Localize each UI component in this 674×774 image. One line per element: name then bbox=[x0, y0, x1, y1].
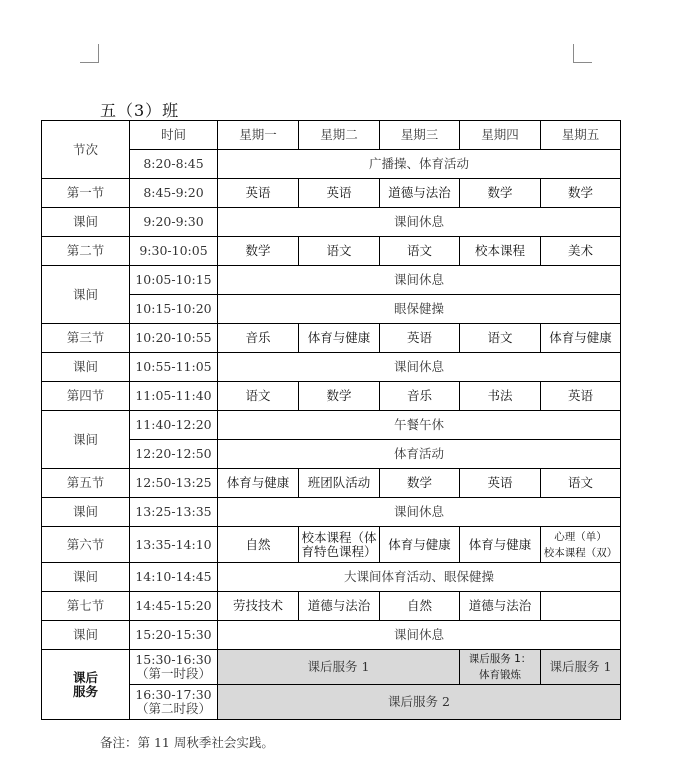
header-friday: 星期五 bbox=[541, 121, 621, 150]
table-row bbox=[42, 563, 621, 592]
header-jieci: 节次 bbox=[42, 121, 130, 179]
subject-cell: 音乐 bbox=[380, 382, 460, 411]
subject-cell: 英语 bbox=[299, 179, 380, 208]
table-row bbox=[42, 498, 621, 527]
period-label: 第一节 bbox=[42, 179, 130, 208]
header-time: 时间 bbox=[130, 121, 218, 150]
time-cell: 11:40-12:20 bbox=[130, 411, 218, 440]
table-row bbox=[42, 353, 621, 382]
page-corner-mark-right bbox=[573, 44, 592, 63]
time-cell: 11:05-11:40 bbox=[130, 382, 218, 411]
subject-cell: 自然 bbox=[218, 527, 299, 563]
subject-cell: 校本课程（体育特色课程） bbox=[299, 527, 380, 563]
subject-cell: 道德与法治 bbox=[299, 592, 380, 621]
subject-cell: 语文 bbox=[218, 382, 299, 411]
activity-cell: 眼保健操 bbox=[218, 295, 621, 324]
table-row bbox=[42, 179, 621, 208]
table-row bbox=[42, 411, 621, 440]
subject-line: 心理（单） bbox=[554, 530, 607, 543]
subject-cell-friday-split bbox=[541, 527, 621, 563]
subject-cell: 英语 bbox=[380, 324, 460, 353]
period-label: 第四节 bbox=[42, 382, 130, 411]
time-cell: 14:45-15:20 bbox=[130, 592, 218, 621]
time-cell bbox=[130, 685, 218, 720]
activity-cell: 广播操、体育活动 bbox=[218, 150, 621, 179]
time-cell: 12:50-13:25 bbox=[130, 469, 218, 498]
subject-line: 校本课程（双） bbox=[543, 546, 618, 559]
subject-cell: 体育与健康 bbox=[299, 324, 380, 353]
subject-cell: 音乐 bbox=[218, 324, 299, 353]
period-label: 第五节 bbox=[42, 469, 130, 498]
time-line: （第一时段） bbox=[135, 666, 211, 681]
time-line: 16:30-17:30 bbox=[135, 687, 212, 702]
period-label: 课间 bbox=[42, 621, 130, 650]
subject-cell: 体育与健康 bbox=[380, 527, 460, 563]
subject-cell: 英语 bbox=[541, 382, 621, 411]
after-school-label-line: 服务 bbox=[72, 683, 98, 699]
subject-cell: 美术 bbox=[541, 237, 621, 266]
table-header-row bbox=[42, 121, 621, 150]
time-cell: 10:20-10:55 bbox=[130, 324, 218, 353]
table-row bbox=[42, 469, 621, 498]
subject-cell: 语文 bbox=[380, 237, 460, 266]
activity-cell: 课间休息 bbox=[218, 498, 621, 527]
table-row bbox=[42, 650, 621, 685]
subject-cell: 数学 bbox=[299, 382, 380, 411]
after-school-label-line: 课后 bbox=[72, 669, 98, 685]
time-cell: 13:35-14:10 bbox=[130, 527, 218, 563]
period-label: 课间 bbox=[42, 498, 130, 527]
activity-cell: 大课间体育活动、眼保健操 bbox=[218, 563, 621, 592]
period-label: 第六节 bbox=[42, 527, 130, 563]
header-wednesday: 星期三 bbox=[380, 121, 460, 150]
timetable bbox=[41, 120, 621, 720]
activity-cell: 课间休息 bbox=[218, 266, 621, 295]
service-cell-friday: 课后服务 1 bbox=[541, 650, 621, 685]
subject-cell: 班团队活动 bbox=[299, 469, 380, 498]
header-tuesday: 星期二 bbox=[299, 121, 380, 150]
table-row bbox=[42, 208, 621, 237]
period-label: 课间 bbox=[42, 266, 130, 324]
time-cell: 14:10-14:45 bbox=[130, 563, 218, 592]
subject-cell: 英语 bbox=[218, 179, 299, 208]
subject-cell: 劳技技术 bbox=[218, 592, 299, 621]
time-cell: 9:20-9:30 bbox=[130, 208, 218, 237]
period-label: 第七节 bbox=[42, 592, 130, 621]
period-label: 第三节 bbox=[42, 324, 130, 353]
service-cell-thursday bbox=[460, 650, 541, 685]
subject-cell: 道德与法治 bbox=[460, 592, 541, 621]
subject-cell: 数学 bbox=[460, 179, 541, 208]
service-cell: 课后服务 2 bbox=[218, 685, 621, 720]
time-cell: 10:15-10:20 bbox=[130, 295, 218, 324]
time-cell: 13:25-13:35 bbox=[130, 498, 218, 527]
subject-cell: 自然 bbox=[380, 592, 460, 621]
subject-cell: 体育与健康 bbox=[541, 324, 621, 353]
activity-cell: 课间休息 bbox=[218, 621, 621, 650]
subject-cell: 语文 bbox=[299, 237, 380, 266]
class-title: 五（3）班 bbox=[100, 101, 180, 120]
subject-cell: 语文 bbox=[460, 324, 541, 353]
subject-cell: 数学 bbox=[541, 179, 621, 208]
time-cell: 8:20-8:45 bbox=[130, 150, 218, 179]
time-cell: 9:30-10:05 bbox=[130, 237, 218, 266]
table-row bbox=[42, 382, 621, 411]
subject-cell: 书法 bbox=[460, 382, 541, 411]
activity-cell: 体育活动 bbox=[218, 440, 621, 469]
period-label: 课间 bbox=[42, 208, 130, 237]
time-cell: 15:20-15:30 bbox=[130, 621, 218, 650]
service-line: 课后服务 1： bbox=[468, 653, 532, 665]
table-row bbox=[42, 592, 621, 621]
service-cell: 课后服务 1 bbox=[218, 650, 460, 685]
time-cell: 10:55-11:05 bbox=[130, 353, 218, 382]
subject-cell: 体育与健康 bbox=[460, 527, 541, 563]
subject-cell: 数学 bbox=[380, 469, 460, 498]
table-row bbox=[42, 324, 621, 353]
activity-cell: 课间休息 bbox=[218, 208, 621, 237]
service-line: 体育锻炼 bbox=[479, 669, 521, 681]
table-row bbox=[42, 266, 621, 295]
subject-cell: 校本课程 bbox=[460, 237, 541, 266]
subject-cell: 道德与法治 bbox=[380, 179, 460, 208]
subject-cell: 英语 bbox=[460, 469, 541, 498]
subject-cell: 体育与健康 bbox=[218, 469, 299, 498]
subject-cell: 语文 bbox=[541, 469, 621, 498]
subject-cell: 数学 bbox=[218, 237, 299, 266]
activity-cell: 午餐午休 bbox=[218, 411, 621, 440]
time-cell: 8:45-9:20 bbox=[130, 179, 218, 208]
time-line: （第二时段） bbox=[135, 701, 211, 716]
time-cell: 12:20-12:50 bbox=[130, 440, 218, 469]
header-thursday: 星期四 bbox=[460, 121, 541, 150]
after-school-label bbox=[42, 650, 130, 720]
table-row bbox=[42, 527, 621, 563]
table-row bbox=[42, 237, 621, 266]
table-row bbox=[42, 621, 621, 650]
page-corner-mark-left bbox=[80, 44, 99, 63]
period-label: 课间 bbox=[42, 411, 130, 469]
subject-cell bbox=[541, 592, 621, 621]
period-label: 课间 bbox=[42, 353, 130, 382]
header-monday: 星期一 bbox=[218, 121, 299, 150]
period-label: 课间 bbox=[42, 563, 130, 592]
activity-cell: 课间休息 bbox=[218, 353, 621, 382]
period-label: 第二节 bbox=[42, 237, 130, 266]
footnote: 备注：第 11 周秋季社会实践。 bbox=[100, 735, 274, 750]
time-cell bbox=[130, 650, 218, 685]
time-cell: 10:05-10:15 bbox=[130, 266, 218, 295]
time-line: 15:30-16:30 bbox=[135, 652, 212, 667]
